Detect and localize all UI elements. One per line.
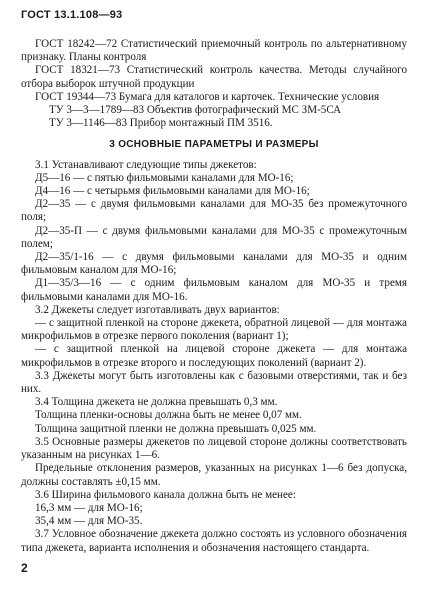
paragraph: 3.4 Толщина джекета не должна превышать 0,3 мм. — [35, 396, 278, 409]
paragraph: 3.6 Ширина фильмового канала должна быть не менее: — [35, 488, 296, 501]
reference-item: ТУ 3—1146—83 Прибор монтажный ПМ 3516. — [49, 117, 273, 130]
paragraph: 3.1 Устанавливают следующие типы джекетов: — [35, 158, 257, 171]
reference-item: ГОСТ 18321—73 Статистический контроль качества. Методы случайного отбора выборок штучной продукции — [21, 64, 407, 90]
paragraph: 3.3 Джекеты могут быть изготовлены как с базовыми отверстиями, так и без них. — [21, 369, 407, 396]
paragraph: 16,3 мм — для МО-16; — [35, 501, 143, 514]
paragraph: Д4—16 — с четырьмя фильмовыми каналами для МО-16; — [35, 185, 310, 198]
section-title: 3 ОСНОВНЫЕ ПАРАМЕТРЫ И РАЗМЕРЫ — [109, 139, 319, 151]
reference-item: ГОСТ 18242—72 Статистический приемочный контроль по альтернативному признаку. Планы контроля — [21, 38, 407, 64]
paragraph: Предельные отклонения размеров, указанных на рисунках 1—6 без допуска, должны составлять ±0,15 мм. — [21, 462, 407, 488]
paragraph: 35,4 мм — для МО-35. — [35, 515, 143, 528]
paragraph: Д1—35/3—16 — с одним фильмовым каналом для МО-35 и тремя фильмовыми каналами для МО-16. — [21, 277, 407, 303]
page-number: 2 — [21, 561, 28, 575]
paragraph: — с защитной пленкой на лицевой стороне джекета — для монтажа микрофильмов в отрезке второго и последующих поколений (вариант 2). — [21, 343, 407, 369]
paragraph: Д2—35/1-16 — с двумя фильмовыми каналами для МО-35 и одним фильмовым каналом для МО-16; — [21, 251, 407, 277]
paragraph: Толщина пленки-основы должна быть не менее 0,07 мм. — [35, 409, 302, 422]
paragraph: 3.7 Условное обозначение джекета должно состоять из условного обозначения типа джекета, варианта исполнения и обозначения настоящего стандарта. — [21, 528, 407, 554]
page-header: ГОСТ 13.1.108—93 — [21, 9, 123, 21]
paragraph: Д2—35-П — с двумя фильмовыми каналами для МО-35 с промежуточным полем; — [21, 224, 407, 250]
paragraph: 3.2 Джекеты следует изготавливать двух вариантов: — [35, 303, 280, 316]
paragraph: Д2—35 — с двумя фильмовыми каналами для МО-35 без промежуточного поля; — [21, 198, 407, 224]
page-body — [21, 38, 407, 555]
reference-item: ТУ 3—3—1789—83 Объектив фотографический МС ЗМ-5СА — [49, 104, 342, 117]
paragraph: Толщина защитной пленки не должна превышать 0,025 мм. — [35, 422, 317, 435]
paragraph: 3.5 Основные размеры джекетов по лицевой стороне должны соответствовать указанным на рисунках 1—6. — [21, 435, 407, 462]
paragraph: Д5—16 — с пятью фильмовыми каналами для МО-16; — [35, 171, 294, 184]
paragraph: — с защитной пленкой на стороне джекета, обратной лицевой — для монтажа микрофильмов в отрезке первого поколения (вариант 1); — [21, 317, 407, 343]
reference-item: ГОСТ 19344—73 Бумага для каталогов и карточек. Технические условия — [35, 90, 380, 103]
